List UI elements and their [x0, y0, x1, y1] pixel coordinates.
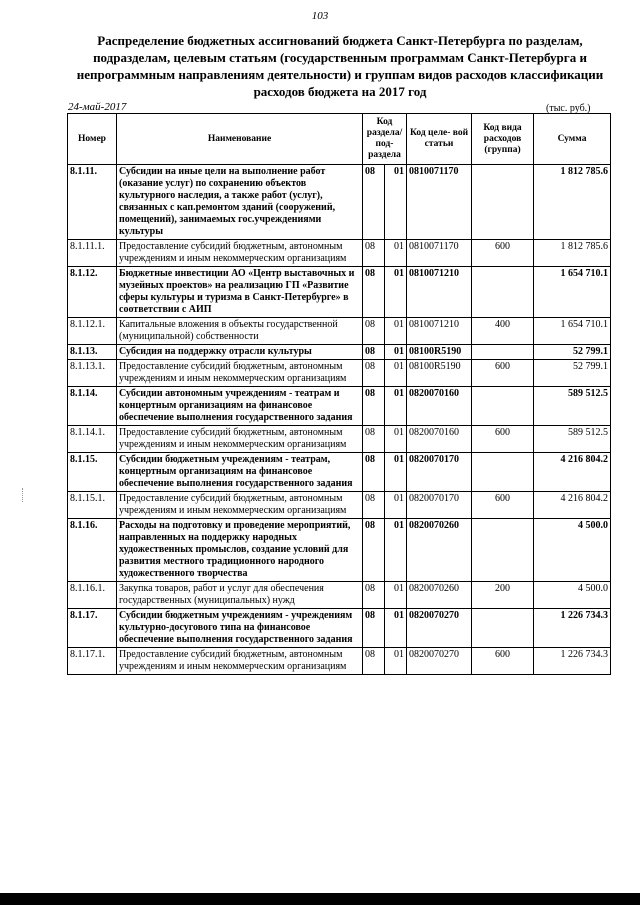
row-sum: 4 216 804.2: [534, 453, 611, 492]
row-sum: 52 799.1: [534, 360, 611, 387]
row-subsection-code: 01: [385, 165, 407, 240]
row-expense-kind: [472, 345, 534, 360]
row-subsection-code: 01: [385, 492, 407, 519]
row-section-code: 08: [363, 582, 385, 609]
row-sum: 589 512.5: [534, 387, 611, 426]
row-subsection-code: 01: [385, 453, 407, 492]
table-row: [68, 492, 611, 519]
row-subsection-code: 01: [385, 360, 407, 387]
row-sum: 4 500.0: [534, 519, 611, 582]
row-number: 8.1.12.1.: [68, 318, 117, 345]
row-number: 8.1.12.: [68, 267, 117, 318]
row-sum: 52 799.1: [534, 345, 611, 360]
row-expense-kind: 600: [472, 648, 534, 675]
row-number: 8.1.11.1.: [68, 240, 117, 267]
row-name: Субсидия на поддержку отрасли культуры: [117, 345, 363, 360]
row-expense-kind: 600: [472, 360, 534, 387]
scan-border: [0, 893, 640, 905]
table-row: [68, 648, 611, 675]
table-row: [68, 165, 611, 240]
row-section-code: 08: [363, 648, 385, 675]
units-label: (тыс. руб.): [546, 103, 591, 114]
row-target-code: 0810071170: [407, 165, 472, 240]
row-subsection-code: 01: [385, 426, 407, 453]
row-section-code: 08: [363, 426, 385, 453]
row-expense-kind: 200: [472, 582, 534, 609]
row-sum: 1 226 734.3: [534, 609, 611, 648]
row-sum: 1 654 710.1: [534, 318, 611, 345]
row-name: Предоставление субсидий бюджетным, автономным учреждениям и иным некоммерческим организациям: [117, 648, 363, 675]
header-section-code: Код раздела/ под- раздела: [363, 114, 407, 165]
row-sum: 1 812 785.6: [534, 240, 611, 267]
row-section-code: 08: [363, 387, 385, 426]
row-expense-kind: [472, 609, 534, 648]
header-number: Номер: [68, 114, 117, 165]
header-name: Наименование: [117, 114, 363, 165]
table-row: [68, 453, 611, 492]
header-target-code: Код целе- вой статьи: [407, 114, 472, 165]
row-expense-kind: [472, 453, 534, 492]
scan-artifact: [22, 488, 26, 502]
row-number: 8.1.11.: [68, 165, 117, 240]
row-number: 8.1.16.: [68, 519, 117, 582]
row-subsection-code: 01: [385, 519, 407, 582]
table-row: [68, 582, 611, 609]
row-name: Предоставление субсидий бюджетным, автономным учреждениям и иным некоммерческим организациям: [117, 360, 363, 387]
row-target-code: 08100R5190: [407, 345, 472, 360]
row-number: 8.1.13.1.: [68, 360, 117, 387]
table-body: [68, 165, 611, 675]
row-expense-kind: [472, 267, 534, 318]
table-header-row: [68, 114, 611, 165]
row-subsection-code: 01: [385, 318, 407, 345]
row-section-code: 08: [363, 267, 385, 318]
row-sum: 4 216 804.2: [534, 492, 611, 519]
row-name: Предоставление субсидий бюджетным, автономным учреждениям и иным некоммерческим организациям: [117, 492, 363, 519]
row-section-code: 08: [363, 519, 385, 582]
row-target-code: 0820070260: [407, 582, 472, 609]
row-number: 8.1.14.1.: [68, 426, 117, 453]
row-name: Капитальные вложения в объекты государственной (муниципальной) собственности: [117, 318, 363, 345]
row-expense-kind: 600: [472, 240, 534, 267]
row-number: 8.1.17.1.: [68, 648, 117, 675]
row-section-code: 08: [363, 609, 385, 648]
row-name: Субсидии на иные цели на выполнение работ (оказание услуг) по сохранению объектов культурного наследия, а также работ (услуг), связанных с кап.ремонтом зданий (сооружений, помещений), занимаемых гос.учреждениями культуры: [117, 165, 363, 240]
row-expense-kind: [472, 519, 534, 582]
row-expense-kind: 600: [472, 492, 534, 519]
row-section-code: 08: [363, 318, 385, 345]
row-number: 8.1.15.1.: [68, 492, 117, 519]
date-stamp: 24-май-2017: [68, 101, 127, 113]
row-target-code: 0810071210: [407, 267, 472, 318]
row-subsection-code: 01: [385, 387, 407, 426]
row-target-code: 0820070270: [407, 609, 472, 648]
header-expense-kind: Код вида расходов (группа): [472, 114, 534, 165]
table-row: [68, 240, 611, 267]
row-number: 8.1.13.: [68, 345, 117, 360]
row-name: Субсидии бюджетным учреждениям - театрам, концертным организациям на финансовое обеспечение выполнения государственного задания: [117, 453, 363, 492]
table-row: [68, 318, 611, 345]
row-expense-kind: 600: [472, 426, 534, 453]
row-target-code: 0810071170: [407, 240, 472, 267]
row-section-code: 08: [363, 492, 385, 519]
row-section-code: 08: [363, 165, 385, 240]
row-sum: 1 654 710.1: [534, 267, 611, 318]
row-number: 8.1.15.: [68, 453, 117, 492]
row-section-code: 08: [363, 240, 385, 267]
row-target-code: 0820070160: [407, 426, 472, 453]
page-number: 103: [311, 10, 329, 22]
row-target-code: 0820070170: [407, 492, 472, 519]
row-section-code: 08: [363, 345, 385, 360]
table-row: [68, 426, 611, 453]
row-sum: 1 812 785.6: [534, 165, 611, 240]
row-target-code: 08100R5190: [407, 360, 472, 387]
row-target-code: 0820070160: [407, 387, 472, 426]
row-sum: 1 226 734.3: [534, 648, 611, 675]
row-target-code: 0810071210: [407, 318, 472, 345]
row-subsection-code: 01: [385, 609, 407, 648]
row-subsection-code: 01: [385, 582, 407, 609]
row-number: 8.1.16.1.: [68, 582, 117, 609]
row-target-code: 0820070260: [407, 519, 472, 582]
row-expense-kind: 400: [472, 318, 534, 345]
row-subsection-code: 01: [385, 240, 407, 267]
table-row: [68, 519, 611, 582]
table-row: [68, 345, 611, 360]
row-name: Бюджетные инвестиции АО «Центр выставочных и музейных проектов» на реализацию ГП «Развитие сферы культуры и туризма в Санкт-Петербурге» в соответствии с АИП: [117, 267, 363, 318]
row-subsection-code: 01: [385, 345, 407, 360]
row-name: Субсидии автономным учреждениям - театрам и концертным организациям на финансовое обеспечение выполнения государственного задания: [117, 387, 363, 426]
row-name: Расходы на подготовку и проведение мероприятий, направленных на поддержку народных художественных промыслов, создание условий для развития местного традиционного народного художественного творчества: [117, 519, 363, 582]
row-section-code: 08: [363, 360, 385, 387]
row-target-code: 0820070170: [407, 453, 472, 492]
row-expense-kind: [472, 387, 534, 426]
row-number: 8.1.17.: [68, 609, 117, 648]
budget-table: [67, 113, 611, 675]
table-row: [68, 267, 611, 318]
row-section-code: 08: [363, 453, 385, 492]
row-name: Предоставление субсидий бюджетным, автономным учреждениям и иным некоммерческим организациям: [117, 426, 363, 453]
row-target-code: 0820070270: [407, 648, 472, 675]
table-row: [68, 387, 611, 426]
document-title: Распределение бюджетных ассигнований бюджета Санкт-Петербурга по разделам, подразделам, целевым статьям (государственным программам Санкт-Петербурга и непрограммным направлениям деятельности) и группам видов расходов классификации расходов бюджета на 2017 год: [76, 33, 604, 99]
table-row: [68, 609, 611, 648]
row-name: Субсидии бюджетным учреждениям - учреждениям культурно-досугового типа на финансовое обеспечение выполнения государственного задания: [117, 609, 363, 648]
table-row: [68, 360, 611, 387]
row-subsection-code: 01: [385, 267, 407, 318]
header-sum: Сумма: [534, 114, 611, 165]
row-expense-kind: [472, 165, 534, 240]
row-subsection-code: 01: [385, 648, 407, 675]
row-name: Предоставление субсидий бюджетным, автономным учреждениям и иным некоммерческим организациям: [117, 240, 363, 267]
row-name: Закупка товаров, работ и услуг для обеспечения государственных (муниципальных) нужд: [117, 582, 363, 609]
row-sum: 589 512.5: [534, 426, 611, 453]
row-number: 8.1.14.: [68, 387, 117, 426]
row-sum: 4 500.0: [534, 582, 611, 609]
